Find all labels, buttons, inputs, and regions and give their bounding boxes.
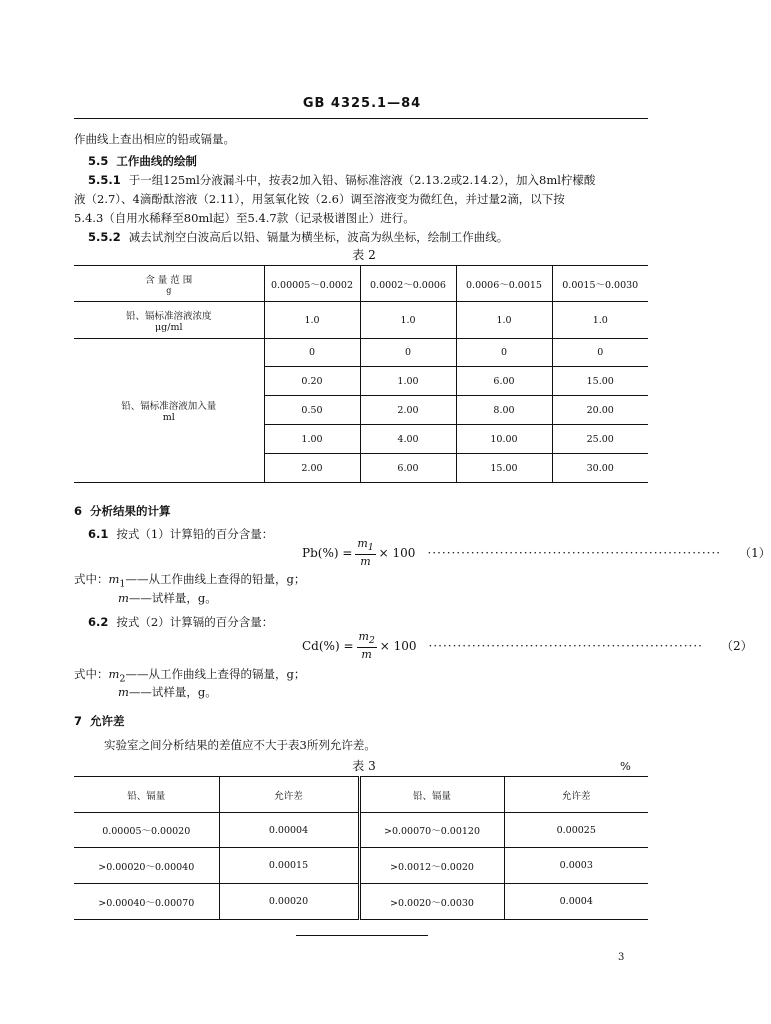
table-3-unit: % [620, 759, 631, 773]
symbol-desc: ——试样量，g。 [128, 591, 217, 605]
table-cell: 0.00025 [504, 813, 648, 848]
section-number: 5.5 [88, 154, 109, 168]
table-cell: 0 [456, 339, 552, 367]
table-cell: 6.00 [456, 367, 552, 396]
where-prefix: 式中： [74, 667, 109, 681]
table-header-cell: 铅、镉量 [359, 777, 504, 813]
doc-code-header: GB 4325.1—84 [302, 96, 422, 111]
table-cell: >0.00070～0.00120 [359, 813, 504, 848]
table-row [74, 813, 648, 848]
numerator [357, 630, 377, 648]
paragraph-5-5-2 [88, 229, 508, 245]
symbol: m [357, 537, 368, 550]
table-row [74, 777, 648, 813]
section-title: 允许差 [90, 714, 125, 728]
conc-unit: μg/ml [154, 321, 183, 333]
table-cell: 10.00 [456, 425, 552, 454]
paragraph-5-5-1-line1 [88, 172, 595, 188]
table-cell: 25.00 [552, 425, 648, 454]
footer-rule [296, 935, 428, 936]
range-cell: 0.0006～0.0015 [456, 266, 552, 302]
section-title: 工作曲线的绘制 [116, 154, 197, 168]
row-label-cell [74, 302, 264, 339]
header-unit: g [166, 286, 172, 295]
table-cell: 1.0 [552, 302, 648, 339]
paragraph-6-2 [88, 614, 273, 630]
table-cell: 0.00004 [219, 813, 359, 848]
clause-text: 减去试剂空白波高后以铅、镉量为横坐标，波高为纵坐标，绘制工作曲线。 [128, 230, 509, 244]
vol-label: 铅、镉标准溶液加入量 [121, 401, 217, 412]
table-cell: >0.00040～0.00070 [74, 884, 219, 920]
table-3 [74, 776, 648, 920]
subscript: 1 [367, 542, 374, 554]
table-cell: >0.0020～0.0030 [359, 884, 504, 920]
section-number: 6 [74, 504, 83, 518]
table-cell: 1.00 [360, 367, 456, 396]
table-cell: 0.0004 [504, 884, 648, 920]
clause-number: 6.2 [88, 615, 109, 629]
table-row [74, 884, 648, 920]
numerator [355, 537, 375, 555]
conc-label: 铅、镉标准溶液浓度 [125, 310, 212, 322]
table-cell: 6.00 [360, 454, 456, 483]
formula-tail: × 100 [378, 545, 416, 560]
range-cell: 0.0015～0.0030 [552, 266, 648, 302]
formula-tail: × 100 [379, 638, 417, 653]
table-cell: 20.00 [552, 396, 648, 425]
paragraph-5-5-1-line3: 5.4.3（自用水稀释至80ml起）至5.4.7款（记录极谱图止）进行。 [74, 211, 415, 225]
section-7-text: 实验室之间分析结果的差值应不大于表3所列允许差。 [104, 738, 376, 752]
table-cell: 15.00 [552, 367, 648, 396]
table-row [74, 266, 648, 302]
symbol: m [108, 572, 120, 586]
paragraph-5-5-1-line2: 液（2.7）、4滴酚酞溶液（2.11），用氢氧化铵（2.6）调至溶液变为微红色，并过量2滴，以下按 [74, 192, 565, 206]
table-row [74, 848, 648, 884]
section-number: 7 [74, 714, 83, 728]
symbol: m [118, 685, 129, 699]
formula-lhs: Cd(%) = [302, 638, 354, 653]
table-cell: 0 [264, 339, 360, 367]
table-cell: >0.00020～0.00040 [74, 848, 219, 884]
paragraph-6-1 [88, 526, 273, 542]
table-cell: 0.00020 [219, 884, 359, 920]
symbol-desc: ——试样量，g。 [128, 685, 217, 699]
section-7-heading [74, 713, 125, 729]
clause-number: 6.1 [88, 527, 109, 541]
table-cell: 1.0 [456, 302, 552, 339]
symbol-desc: ——从工作曲线上查得的镉量，g； [125, 667, 306, 681]
section-5-5-heading [88, 153, 197, 169]
table-cell: 1.0 [264, 302, 360, 339]
symbol-desc: ——从工作曲线上查得的铅量，g； [125, 572, 306, 586]
row-label-cell [74, 339, 264, 483]
table-cell: 15.00 [456, 454, 552, 483]
table-header-cell: 铅、镉量 [74, 777, 219, 813]
subscript: 1 [119, 578, 126, 590]
where-prefix: 式中： [74, 572, 109, 586]
symbol: m [358, 630, 369, 643]
denominator: m [360, 555, 371, 569]
denominator: m [361, 648, 372, 662]
formula-lhs: Pb(%) = [302, 545, 353, 560]
table-cell: 2.00 [360, 396, 456, 425]
table-cell: 0.0003 [504, 848, 648, 884]
header-label: 含 量 范 围 [145, 275, 193, 286]
vol-unit: ml [162, 412, 175, 423]
table-cell: 0.00015 [219, 848, 359, 884]
fraction [357, 630, 377, 661]
fraction [355, 537, 375, 568]
clause-text: 于一组125ml分液漏斗中，按表2加入铅、镉标准溶液（2.13.2或2.14.2），加入8ml柠檬酸 [128, 173, 596, 187]
where-1-line2 [118, 590, 217, 606]
subscript: 2 [368, 635, 375, 647]
table-header-cell: 允许差 [504, 777, 648, 813]
table-cell: 30.00 [552, 454, 648, 483]
section-6-heading [74, 503, 171, 519]
table-2 [74, 265, 648, 483]
table-cell: 0 [552, 339, 648, 367]
header-rule [74, 118, 648, 119]
table-cell: 8.00 [456, 396, 552, 425]
table-cell: 0.50 [264, 396, 360, 425]
range-cell: 0.00005～0.0002 [264, 266, 360, 302]
clause-number: 5.5.1 [88, 173, 121, 187]
table-cell: >0.0012～0.0020 [359, 848, 504, 884]
clause-text: 按式（2）计算镉的百分含量： [116, 615, 274, 629]
formula-2 [302, 630, 753, 661]
leader-dots: ····························································· [427, 545, 722, 560]
page-number: 3 [618, 952, 625, 963]
table-row [74, 302, 648, 339]
table-header-cell [74, 266, 264, 302]
symbol: m [108, 667, 120, 681]
section-title: 分析结果的计算 [90, 504, 171, 518]
subscript: 2 [119, 673, 126, 685]
table-cell: 0.20 [264, 367, 360, 396]
equation-number: （2） [720, 639, 753, 654]
table-cell: 0.00005～0.00020 [74, 813, 219, 848]
equation-number: （1） [739, 546, 771, 561]
table-row [74, 339, 648, 367]
table-cell: 1.00 [264, 425, 360, 454]
clause-number: 5.5.2 [88, 230, 121, 244]
leader-dots: ························································· [428, 638, 703, 653]
symbol: m [118, 591, 129, 605]
table-cell: 4.00 [360, 425, 456, 454]
intro-text: 作曲线上查出相应的铅或镉量。 [74, 132, 235, 146]
table-cell: 0 [360, 339, 456, 367]
formula-1 [302, 537, 771, 568]
table-header-cell: 允许差 [219, 777, 359, 813]
table-cell: 1.0 [360, 302, 456, 339]
range-cell: 0.0002～0.0006 [360, 266, 456, 302]
table-cell: 2.00 [264, 454, 360, 483]
table-3-caption: 表 3 [352, 759, 376, 773]
clause-text: 按式（1）计算铅的百分含量： [116, 527, 274, 541]
where-2-line2 [118, 684, 217, 700]
table-2-caption: 表 2 [352, 248, 376, 262]
